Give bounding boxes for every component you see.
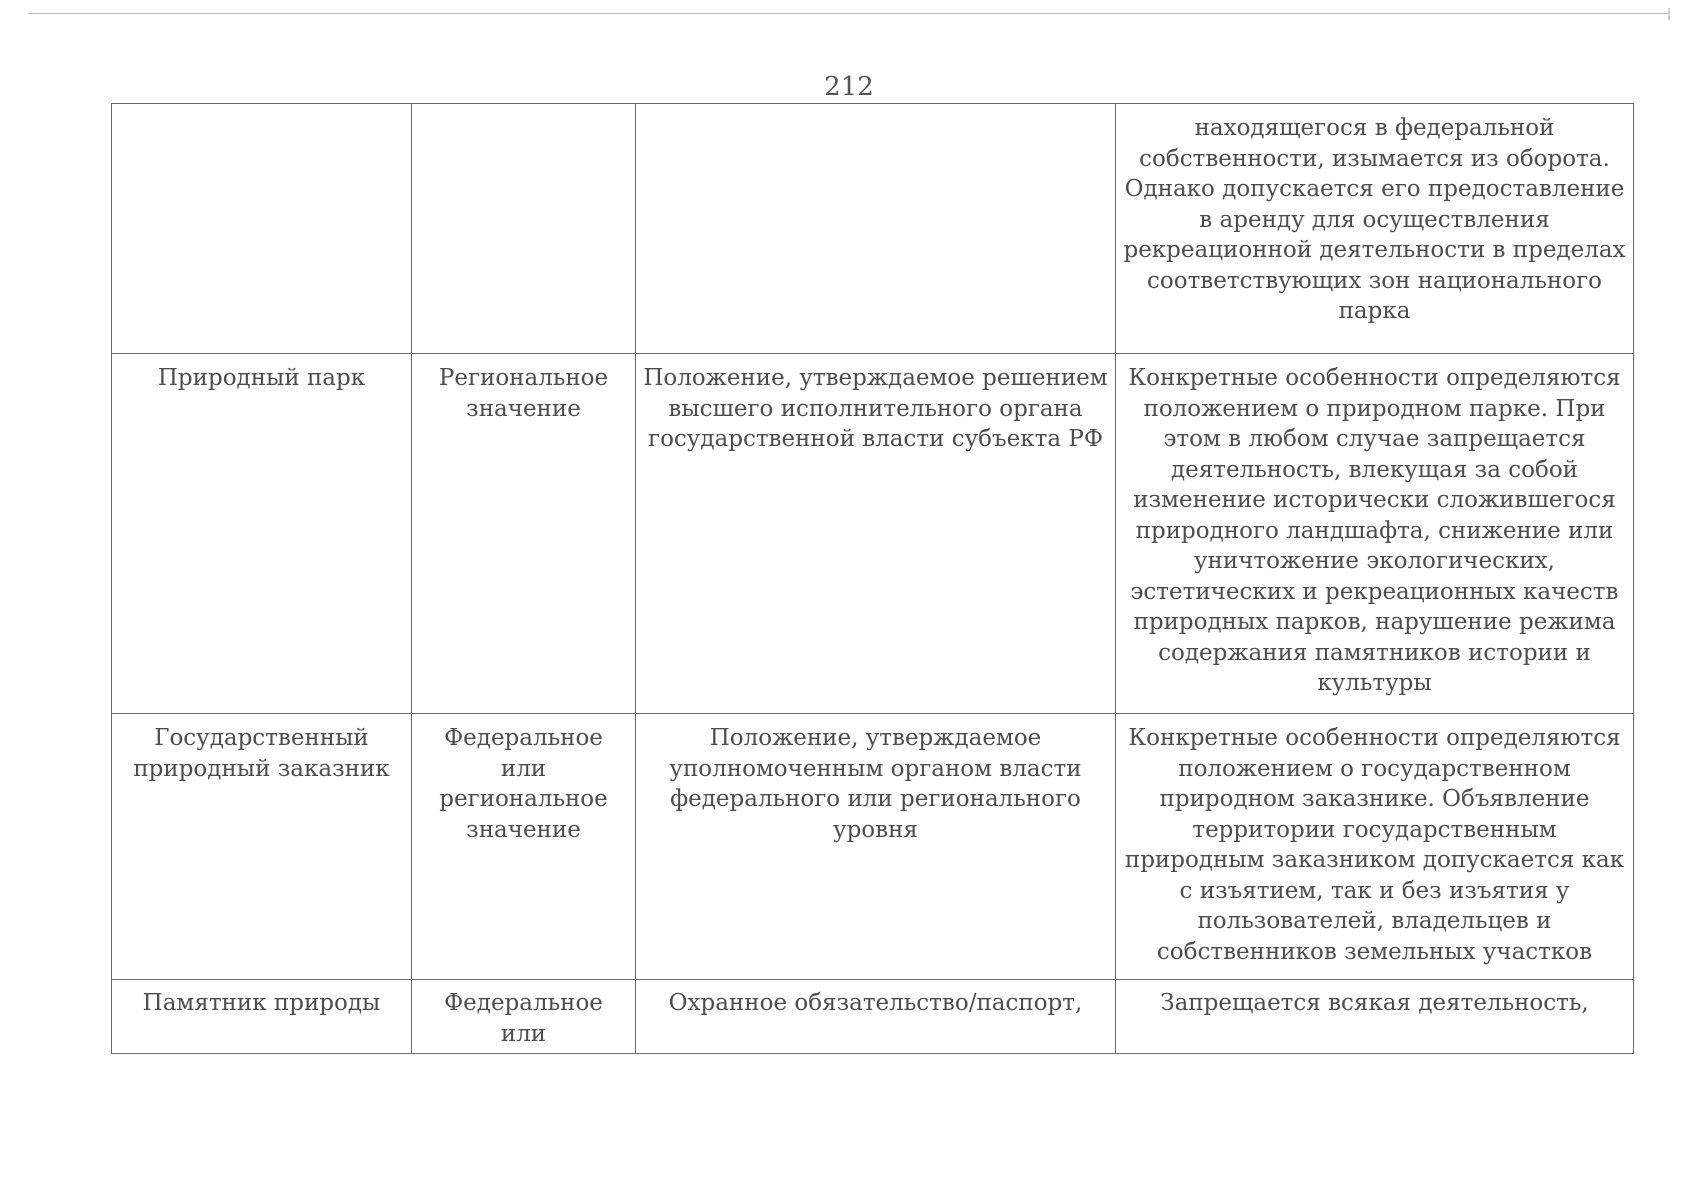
table-cell-category bbox=[112, 104, 412, 354]
cell-text: Конкретные особенности определяются положением о государственном природном заказнике. Объявление территории государственным природным заказником допускается как с изъятием, так и без изъятия у пользователей, владельцев и собственников земельных участков bbox=[1124, 725, 1625, 965]
table-cell-category bbox=[112, 354, 412, 714]
cell-text: Государственный природный заказник bbox=[133, 725, 390, 782]
table-cell-category bbox=[112, 714, 412, 980]
scan-edge-mark bbox=[1668, 8, 1670, 20]
table-cell-regime bbox=[1116, 980, 1634, 1054]
table-cell-significance bbox=[412, 714, 636, 980]
scan-edge-line bbox=[28, 13, 1670, 14]
cell-text: находящегося в федеральной собственности, изымается из оборота. Однако допускается его предоставление в аренду для осуществления рекреационной деятельности в пределах соответствующих зон национального парка bbox=[1123, 115, 1626, 324]
cell-text: Природный парк bbox=[157, 365, 366, 391]
table-cell-category bbox=[112, 980, 412, 1054]
table-row bbox=[112, 980, 1634, 1054]
cell-text: Охранное обязательство/паспорт, bbox=[668, 990, 1083, 1016]
page-number: 212 bbox=[824, 72, 874, 102]
cell-text: Федеральное или bbox=[444, 990, 603, 1047]
cell-text: Положение, утверждаемое решением высшего исполнительного органа государственной власти субъекта РФ bbox=[643, 365, 1108, 452]
table-cell-regime bbox=[1116, 354, 1634, 714]
table-cell-significance bbox=[412, 104, 636, 354]
table-cell-basis-document bbox=[636, 104, 1116, 354]
table-cell-basis-document bbox=[636, 714, 1116, 980]
table-cell-regime bbox=[1116, 714, 1634, 980]
protected-areas-table bbox=[111, 103, 1634, 1054]
table-cell-regime bbox=[1116, 104, 1634, 354]
table-row bbox=[112, 104, 1634, 354]
cell-text: Федеральное или региональное значение bbox=[439, 725, 608, 843]
table-cell-basis-document bbox=[636, 980, 1116, 1054]
table-cell-significance bbox=[412, 980, 636, 1054]
cell-text: Положение, утверждаемое уполномоченным органом власти федерального или регионального уровня bbox=[669, 725, 1082, 843]
table-row bbox=[112, 354, 1634, 714]
table-row bbox=[112, 714, 1634, 980]
cell-text: Региональное значение bbox=[438, 365, 609, 422]
cell-text: Запрещается всякая деятельность, bbox=[1160, 990, 1589, 1016]
table-cell-significance bbox=[412, 354, 636, 714]
cell-text: Памятник природы bbox=[142, 990, 381, 1016]
cell-text: Конкретные особенности определяются положением о природном парке. При этом в любом случае запрещается деятельность, влекущая за собой изменение исторически сложившегося природного ландшафта, снижение или уничтожение экологических, эстетических и рекреационных качеств природных парков, нарушение режима содержания памятников истории и культуры bbox=[1128, 365, 1621, 696]
table-cell-basis-document bbox=[636, 354, 1116, 714]
